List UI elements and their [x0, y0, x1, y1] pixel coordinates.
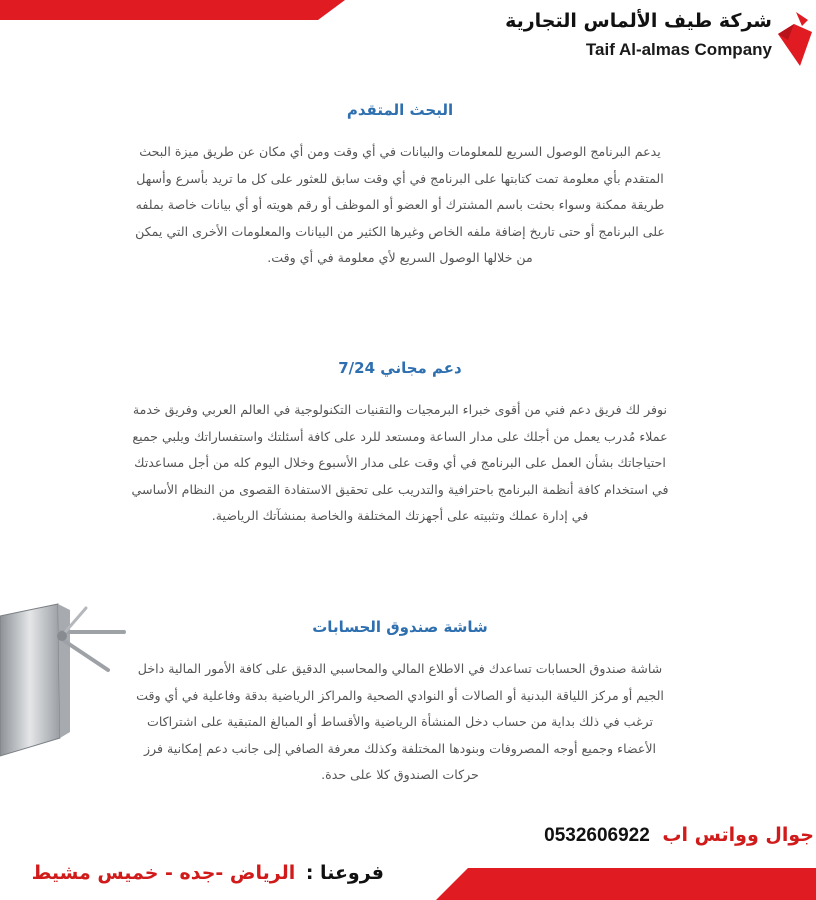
- section-title: دعم مجاني 7/24: [338, 359, 462, 377]
- section-free-support: [130, 359, 670, 530]
- section-advanced-search: [130, 101, 670, 272]
- section-body: نوفر لك فريق دعم فني من أقوى خبراء البرمجيات والتقنيات التكنولوجية في العالم العربي وفريق خدمة عملاء مُدرب يعمل من أجلك على مدار الساعة ومستعد للرد على كافة أسئلتك واستفساراتك ويلبي جميع احتياجاتك بشأن العمل على البرنامج في أي وقت على مدار الأسبوع وخلال اليوم كله من أجل مساعدتك في استخدام كافة أنظمة البرنامج باحترافية والتدريب على تحقيق الاستفادة القصوى من النظام الأساسي في إدارة عملك وتثبيته على أجهزتك المختلفة والخاصة بمنشآتك الرياضية.: [131, 402, 669, 524]
- company-logo[interactable]: [505, 6, 816, 66]
- section-cashbox-screen: [130, 618, 670, 789]
- turnstile-image: [0, 598, 130, 758]
- branches-cities: الرياض -جده - خميس مشيط: [31, 862, 296, 884]
- branches: [32, 862, 384, 884]
- bottom-red-strip: [436, 868, 816, 900]
- company-name-english: Taif Al-almas Company: [585, 40, 772, 59]
- section-title: البحث المتقدم: [346, 101, 454, 119]
- section-body: شاشة صندوق الحسابات تساعدك في الاطلاع المالي والمحاسبي الدقيق على كافة الأمور المالية داخل الجيم أو مركز اللياقة البدنية أو الصالات أو النوادي الصحية والمراكز الرياضية بدقة وفاعلية في أي وقت ترغب في ذلك بداية من حساب دخل المنشأة الرياضية والأقساط أو المبالغ المتبقية على اشتراكات الأعضاء وجميع أوجه المصروفات وبنودها المختلفة وكذلك معرفة الصافي إلى جانب دعم إمكانية فرز حركات الصندوق كلا على حدة.: [136, 661, 664, 783]
- section-body: يدعم البرنامج الوصول السريع للمعلومات والبيانات في أي وقت ومن أي مكان عن طريق ميزة البحث المتقدم بأي معلومة تمت كتابتها على البرنامج في أي وقت سابق للعثور على كل ما تريد بأسرع وأسهل طريقة ممكنة وسواء بحثت باسم المشترك أو العضو أو الموظف أو رقم هويته أو أي بيانات خاصة بملفه على البرنامج أو حتى تاريخ إضافة ملفه الخاص وغيرها الكثير من البيانات والمعلومات الأخرى التي يمكن من خلالها الوصول السريع لأي معلومة في أي وقت.: [135, 144, 665, 266]
- phone-label: جوال وواتس اب: [662, 824, 814, 846]
- phone-number[interactable]: 0532606922: [544, 825, 650, 846]
- company-name-arabic: شركة طيف الألماس التجارية: [505, 10, 772, 32]
- branches-label: فروعنا :: [305, 862, 384, 884]
- red-diamond-logo-icon: [774, 10, 814, 68]
- top-red-strip: [0, 0, 345, 20]
- section-title: شاشة صندوق الحسابات: [312, 618, 488, 636]
- contact-phone: [544, 824, 814, 847]
